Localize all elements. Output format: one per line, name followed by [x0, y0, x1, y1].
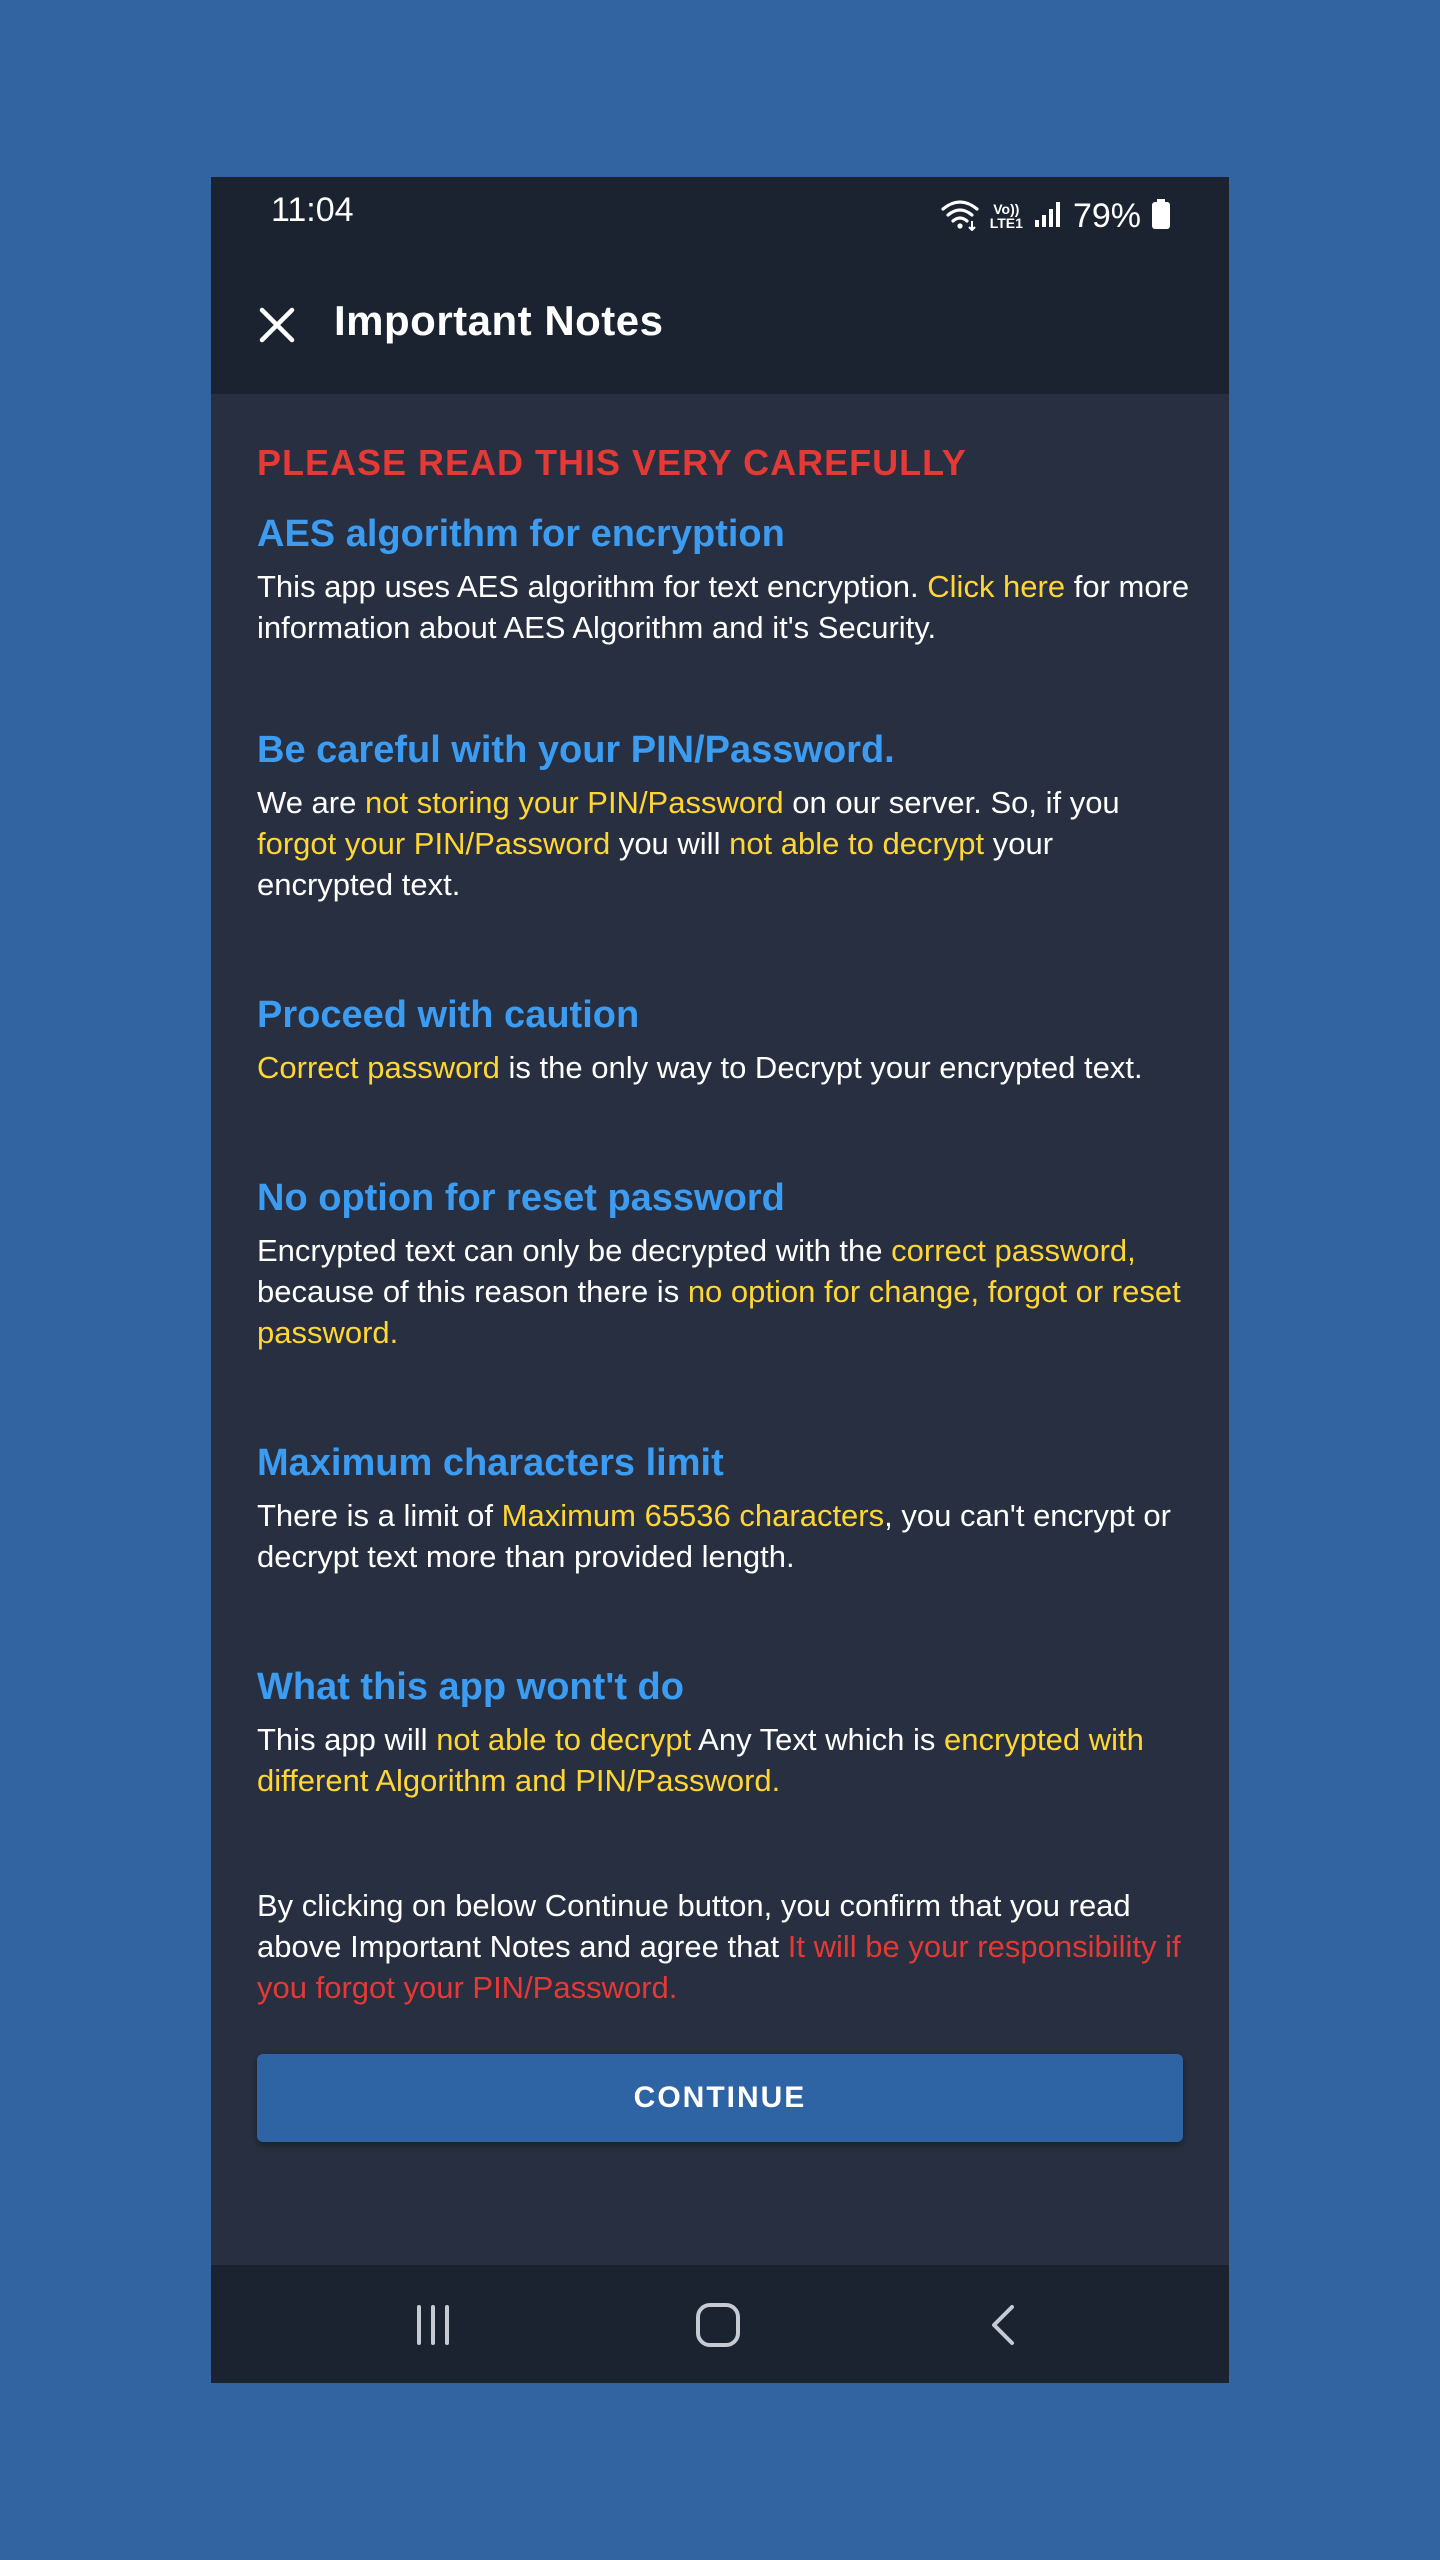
battery-icon [1151, 198, 1171, 235]
section-pin [257, 728, 1197, 905]
section-limit [257, 1441, 1197, 1577]
home-button[interactable] [688, 2295, 748, 2355]
section-title: Proceed with caution [257, 994, 640, 1036]
responsibility-warning: It will be your responsibility if you forgot your PIN/Password. [257, 1929, 1181, 2005]
section-body: This app uses AES algorithm for text encryption. Click here for more information about AES Algorithm and it's Security. [257, 569, 1190, 645]
section-body: Correct password is the only way to Decrypt your encrypted text. [257, 1050, 1143, 1085]
recent-apps-button[interactable] [403, 2295, 463, 2355]
section-title: Be careful with your PIN/Password. [257, 729, 895, 771]
section-title: No option for reset password [257, 1177, 785, 1219]
section-title: What this app wont't do [257, 1666, 684, 1708]
click-here-link[interactable]: Click here [927, 569, 1066, 604]
section-aes [257, 512, 1197, 648]
battery-percent: 79% [1072, 196, 1141, 235]
close-button[interactable] [247, 295, 307, 355]
page-title: Important Notes [334, 297, 664, 344]
warning-heading: PLEASE READ THIS VERY CAREFULLY [257, 442, 967, 483]
signal-icon [1033, 199, 1063, 234]
section-body: There is a limit of Maximum 65536 characters, you can't encrypt or decrypt text more than provided length. [257, 1498, 1171, 1574]
app-bar [211, 257, 1229, 394]
back-icon [982, 2303, 1026, 2347]
system-nav-bar [211, 2265, 1229, 2383]
back-button[interactable] [974, 2295, 1034, 2355]
status-time: 11:04 [271, 191, 354, 229]
close-icon [257, 305, 297, 345]
volte-lte-icon: Vo)) LTE1 [989, 201, 1023, 231]
section-reset [257, 1176, 1197, 1353]
continue-button[interactable]: CONTINUE [257, 2054, 1183, 2142]
notes-content [257, 442, 1197, 2008]
section-caution [257, 993, 1197, 1088]
phone-screen [211, 177, 1229, 2383]
status-icons [940, 191, 1171, 241]
home-icon [694, 2301, 742, 2349]
section-body: Encrypted text can only be decrypted with the correct password, because of this reason there is no option for change, forgot or reset password. [257, 1233, 1181, 1350]
recent-apps-icon [411, 2303, 455, 2347]
confirmation-text: By clicking on below Continue button, you confirm that you read above Important Notes and agree that It will be your responsibility if you forgot your PIN/Password. [257, 1888, 1181, 2005]
wifi-icon [940, 197, 980, 236]
section-body: We are not storing your PIN/Password on our server. So, if you forgot your PIN/Password you will not able to decrypt your encrypted text. [257, 785, 1120, 902]
section-body: This app will not able to decrypt Any Text which is encrypted with different Algorithm and PIN/Password. [257, 1722, 1144, 1798]
section-wont-do [257, 1665, 1197, 1801]
status-bar [211, 177, 1229, 257]
section-title: Maximum characters limit [257, 1442, 724, 1484]
section-title: AES algorithm for encryption [257, 513, 785, 555]
